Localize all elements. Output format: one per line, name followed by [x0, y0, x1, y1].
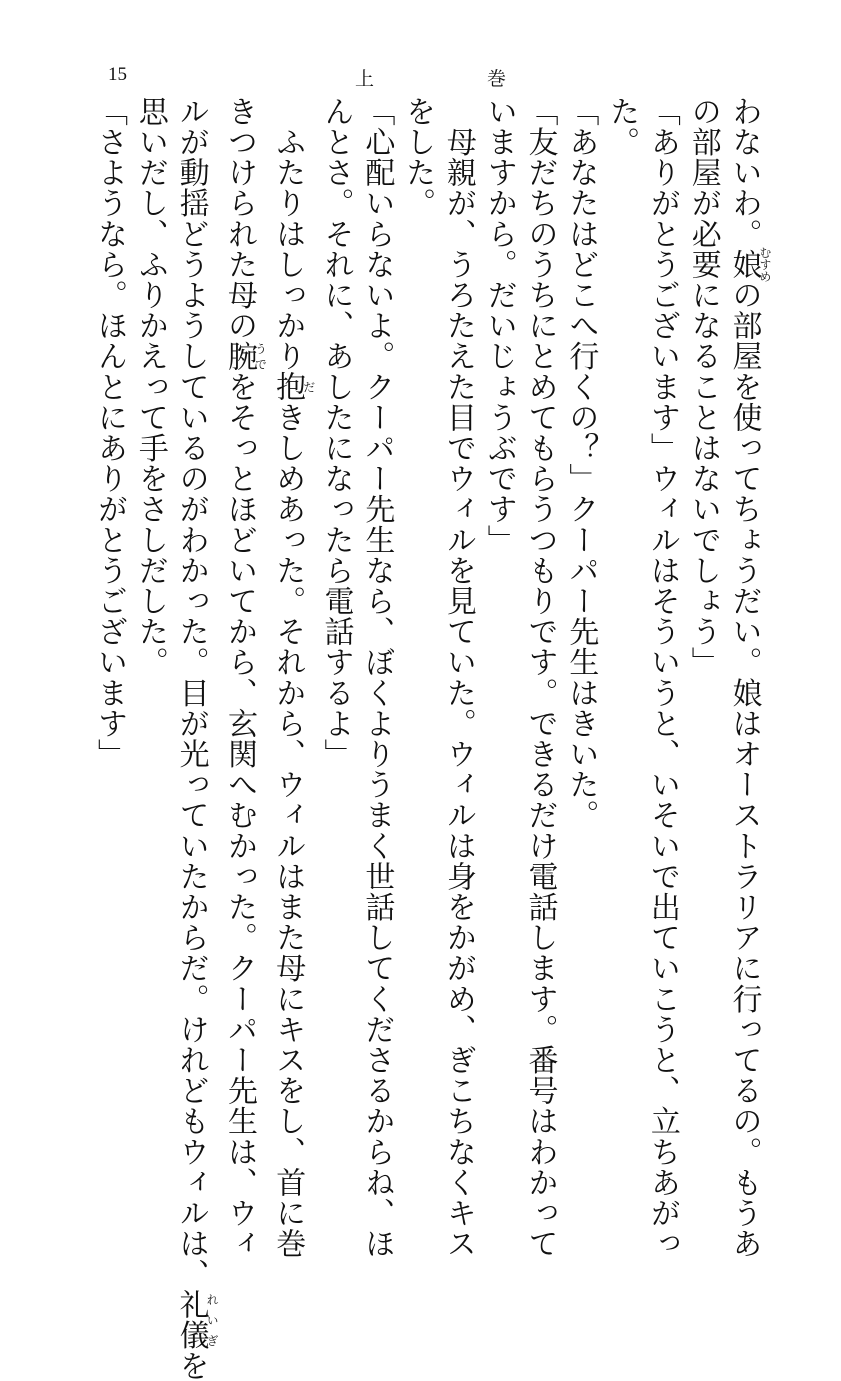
text-column: わないわ。娘むすめの部屋を使ってちょうだい。娘はオーストラリアに行ってるの。もうあ	[726, 96, 772, 1259]
text-column: をした。	[400, 96, 436, 219]
furigana-reading: うで	[253, 340, 268, 372]
furigana-reading: だ	[301, 371, 316, 402]
text-column: 「あなたはどこへ行くの？」クーパー先生はきいた。	[563, 96, 599, 831]
furigana-ruby: 腕うで	[221, 340, 268, 372]
text-column: 「心配いらないよ。クーパー先生なら、ぼくよりうまく世話してくださるからね、ほ	[359, 96, 395, 1259]
furigana-ruby: 娘むすめ	[726, 246, 772, 283]
text-column: た。	[604, 96, 640, 158]
furigana-ruby: 抱だ	[270, 371, 316, 403]
text-column: ルが動揺どうようしているのがわかった。目が光っていたからだ。けれどもウィルは、礼儀れいぎを	[173, 96, 220, 1381]
volume-label-first: 上	[355, 68, 375, 90]
text-column: 「友だちのうちにとめてもらうつもりです。できるだけ電話します。番号はわかって	[522, 96, 558, 1259]
furigana-ruby: 礼儀れいぎ	[173, 1289, 220, 1351]
text-column: 思いだし、ふりかえって手をさしだした。	[132, 96, 168, 678]
text-column: 「さようなら。ほんとにありがとうございます」	[92, 96, 128, 770]
text-column: きつけられた母の腕うでをそっとほどいてから、玄関へむかった。クーパー先生は、ウィ	[221, 96, 268, 1259]
volume-label-second: 巻	[487, 68, 507, 90]
body-text	[91, 96, 772, 1381]
text-column: いますから。だいじょうぶです」	[481, 96, 517, 555]
text-column: 「ありがとうございます」ウィルはそういうと、いそいで出ていこうと、立ちあがっ	[644, 96, 680, 1259]
text-column: の部屋が必要になることはないでしょう」	[685, 96, 721, 678]
furigana-reading: れいぎ	[205, 1289, 220, 1351]
text-column: ふたりはしっかり抱だきしめあった。それから、ウィルはまた母にキスをし、首に巻	[270, 96, 316, 1259]
furigana-reading: むすめ	[758, 246, 772, 283]
text-column: んとさ。それに、あしたになったら電話するよ」	[318, 96, 354, 770]
page-number: 15	[108, 64, 127, 85]
text-column: 母親が、うろたえた目でウィルを見ていた。ウィルは身をかがめ、ぎこちなくキス	[440, 96, 476, 1259]
